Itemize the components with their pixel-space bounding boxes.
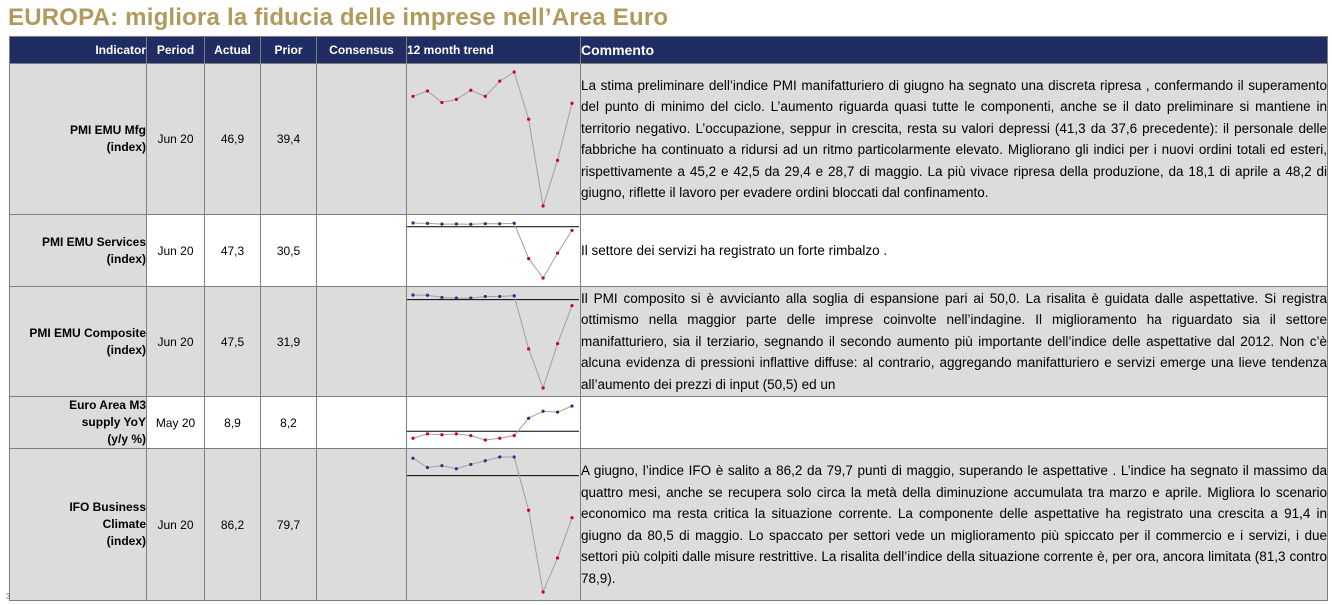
trend-point [541, 276, 544, 279]
indicator-cell [10, 449, 147, 601]
header-consensus: Consensus [317, 37, 407, 64]
trend-point [570, 304, 573, 307]
trend-point [498, 222, 501, 225]
table-row [10, 64, 1328, 215]
table-row [10, 215, 1328, 287]
trend-series-line [413, 457, 572, 592]
trend-point [513, 434, 516, 437]
page-title: EUROPA: migliora la fiducia delle imprese nell’Area Euro [8, 4, 669, 31]
trend-point [527, 416, 530, 419]
indicator-name: PMI EMU Services [41, 234, 146, 249]
comment-cell: A giugno, l’indice IFO è salito a 86,2 da 79,7 punti di maggio, superando le aspettative . L’indice ha segnato il massimo da quattro mesi, anche se recupera solo circa la metà della diminuzione accumulata tra marzo e aprile. Migliora lo scenario economico ma resta critica la situazione corrente. La componente delle aspettative ha registrato una crescita a 91,4 in giugno da 80,5 di maggio. Lo spaccato per settori vede un miglioramento più spiccato per il commercio e i servizi, i due settori più colpiti dalle misure restrittive. La risalita dell’indice della situazione corrente è, per ora, ancora limitata (81,3 contro 78,9). [581, 449, 1328, 601]
trend-point [484, 95, 487, 98]
consensus-cell [317, 449, 407, 601]
table-row [10, 397, 1328, 449]
trend-point [513, 455, 516, 458]
actual-cell: 86,2 [205, 449, 261, 601]
comment-cell [581, 397, 1328, 449]
trend-sparkline [407, 215, 581, 286]
comment-cell: Il settore dei servizi ha registrato un forte rimbalzo . [581, 215, 1328, 287]
trend-point [556, 342, 559, 345]
trend-point [484, 438, 487, 441]
trend-point [455, 432, 458, 435]
trend-point [527, 118, 530, 121]
trend-point [556, 556, 559, 559]
indicator-name: PMI EMU Mfg [70, 123, 146, 137]
trend-point [570, 229, 573, 232]
trend-point [556, 410, 559, 413]
consensus-cell [317, 64, 407, 215]
trend-point [556, 159, 559, 162]
trend-point [541, 590, 544, 593]
header-comment: Commento [581, 37, 1328, 64]
header-period: Period [147, 37, 205, 64]
header-trend: 12 month trend [407, 37, 581, 64]
trend-cell [407, 287, 581, 397]
trend-point [527, 257, 530, 260]
indicator-name: Euro Area M3 [69, 398, 146, 412]
trend-point [411, 293, 414, 296]
trend-point [469, 223, 472, 226]
trend-point [469, 89, 472, 92]
indicator-unit: (index) [106, 140, 146, 154]
trend-point [440, 101, 443, 104]
trend-point [513, 294, 516, 297]
trend-point [455, 467, 458, 470]
trend-point [527, 509, 530, 512]
trend-point [513, 70, 516, 73]
indicator-unit: (index) [106, 251, 146, 266]
trend-point [570, 516, 573, 519]
trend-point [484, 295, 487, 298]
trend-point [440, 464, 443, 467]
trend-point [484, 222, 487, 225]
indicator-name: PMI EMU Composite [29, 325, 146, 340]
trend-point [426, 89, 429, 92]
comment-cell: Il PMI composito si è avvicianto alla soglia di espansione pari ai 50,0. La risalita è guidata dalle aspettative. Si registra ottimismo nella maggior parte delle imprese coinvolte nell’indagine. Il miglioramento ha riguardato sia il settore manifatturiero, sia il terziario, segnando il secondo aumento più importante dell’indice delle aspettative dal 2012. Non c’è alcuna evidenza di pressioni inflattive diffuse: al contrario, aggregando manifatturiero e servizi emerge una lieve tendenza all’aumento dei prezzi di input (50,5) ed un [581, 287, 1328, 397]
trend-series-line [413, 223, 572, 278]
trend-sparkline [407, 449, 581, 600]
trend-point [426, 222, 429, 225]
indicator-unit: Climate [102, 517, 146, 531]
trend-point [469, 434, 472, 437]
trend-point [541, 409, 544, 412]
trend-point [469, 463, 472, 466]
trend-cell [407, 397, 581, 449]
trend-sparkline [407, 287, 581, 396]
table-row [10, 449, 1328, 601]
trend-point [498, 436, 501, 439]
trend-point [411, 457, 414, 460]
trend-point [498, 80, 501, 83]
trend-point [570, 102, 573, 105]
trend-point [556, 251, 559, 254]
actual-cell: 47,5 [205, 287, 261, 397]
trend-series-line [413, 406, 572, 440]
period-cell: Jun 20 [147, 64, 205, 215]
trend-point [455, 222, 458, 225]
actual-cell: 47,3 [205, 215, 261, 287]
trend-point [411, 95, 414, 98]
trend-cell [407, 449, 581, 601]
consensus-cell [317, 215, 407, 287]
indicators-table [9, 36, 1328, 601]
comment-cell: La stima preliminare dell’indice PMI manifatturiero di giugno ha segnato una discreta ripresa , confermando il superamento del punto di minimo del ciclo. L’aumento riguarda quasi tutte le componenti, anche se il dato preliminare si mantiene in territorio negativo. L’occupazione, seppur in crescita, resta su valori depressi (41,3 da 37,6 precedente): il personale delle fabbriche ha continuato a ridursi ad un ritmo particolarmente elevato. Migliorano gli indici per i nuovi ordini totali ed esteri, rispettivamente a 45,2 e 42,5 da 29,4 e 28,7 di maggio. La più vivace ripresa della produzione, da 18,1 di aprile a 48,2 di giugno, riflette il lavoro per evadere ordini bloccati dal confinamento. [581, 64, 1328, 215]
table-row [10, 287, 1328, 397]
trend-sparkline [407, 64, 581, 214]
header-actual: Actual [205, 37, 261, 64]
period-cell: Jun 20 [147, 449, 205, 601]
trend-point [570, 404, 573, 407]
consensus-cell [317, 287, 407, 397]
trend-point [440, 296, 443, 299]
prior-cell: 79,7 [261, 449, 317, 601]
trend-cell [407, 64, 581, 215]
indicator-unit: supply YoY [81, 415, 146, 429]
indicator-unit-2: (index) [106, 534, 146, 548]
indicator-cell [10, 215, 147, 287]
indicator-cell [10, 287, 147, 397]
trend-point [527, 347, 530, 350]
trend-sparkline [407, 398, 581, 448]
actual-cell: 8,9 [205, 397, 261, 449]
prior-cell: 39,4 [261, 64, 317, 215]
trend-point [513, 222, 516, 225]
trend-point [498, 295, 501, 298]
trend-point [469, 297, 472, 300]
trend-point [455, 98, 458, 101]
trend-point [426, 432, 429, 435]
indicator-unit-2: (y/y %) [107, 432, 146, 446]
period-cell: Jun 20 [147, 287, 205, 397]
period-cell: Jun 20 [147, 215, 205, 287]
trend-series-line [413, 295, 572, 388]
period-cell: May 20 [147, 397, 205, 449]
page-footnote: 3 [6, 592, 11, 601]
indicator-unit: (index) [106, 342, 146, 357]
header-indicator: Indicator [10, 37, 147, 64]
trend-point [541, 204, 544, 207]
trend-point [426, 466, 429, 469]
trend-point [411, 221, 414, 224]
trend-cell [407, 215, 581, 287]
trend-point [426, 294, 429, 297]
actual-cell: 46,9 [205, 64, 261, 215]
prior-cell: 31,9 [261, 287, 317, 397]
prior-cell: 8,2 [261, 397, 317, 449]
trend-point [484, 459, 487, 462]
trend-point [498, 455, 501, 458]
header-row [10, 37, 1328, 64]
header-prior: Prior [261, 37, 317, 64]
trend-series-line [413, 72, 572, 206]
indicator-cell [10, 64, 147, 215]
trend-point [440, 433, 443, 436]
trend-point [411, 436, 414, 439]
trend-point [440, 222, 443, 225]
consensus-cell [317, 397, 407, 449]
prior-cell: 30,5 [261, 215, 317, 287]
indicator-cell [10, 397, 147, 449]
trend-point [541, 386, 544, 389]
indicator-name: IFO Business [69, 500, 146, 514]
trend-point [455, 297, 458, 300]
